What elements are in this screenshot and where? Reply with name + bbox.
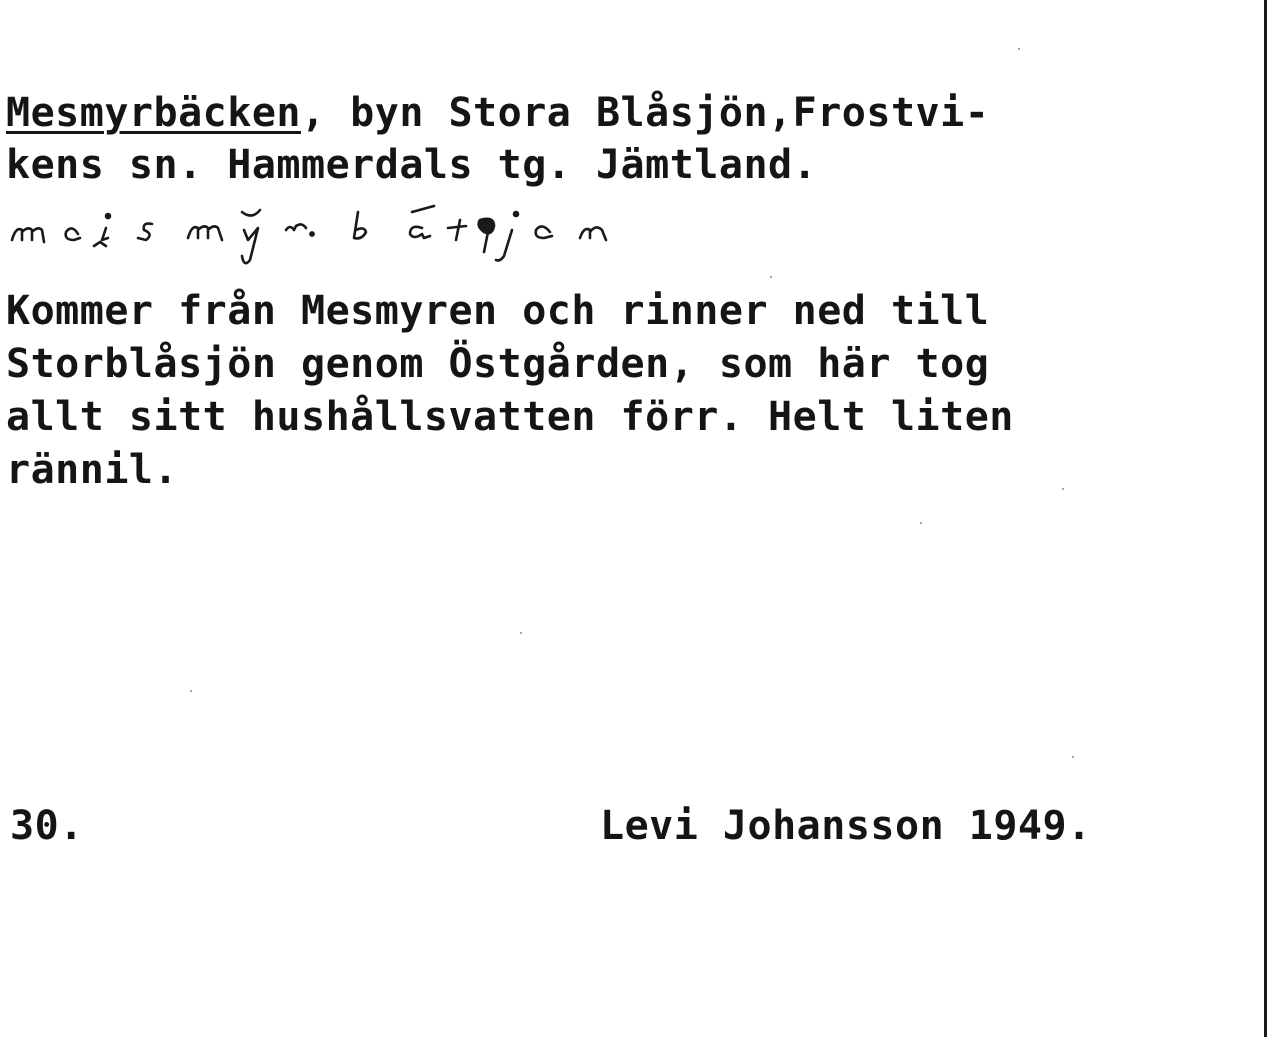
paper-speck xyxy=(1018,48,1020,50)
place-name: Mesmyrbäcken xyxy=(6,90,301,136)
heading-location-part1: , byn Stora Blåsjön,Frostvi- xyxy=(300,90,990,136)
heading-line-1 xyxy=(6,87,989,139)
phonetic-transcription-handwriting xyxy=(10,190,930,280)
heading-line-2: kens sn. Hammerdals tg. Jämtland. xyxy=(6,142,818,188)
paper-speck xyxy=(520,632,522,634)
body-line: Storblåsjön genom Östgården, som här tog xyxy=(6,341,990,387)
paper-speck xyxy=(1062,488,1064,490)
card-body-text xyxy=(6,285,1014,497)
paper-speck xyxy=(770,276,772,278)
paper-speck xyxy=(190,690,192,692)
card-right-border xyxy=(1264,0,1267,1037)
card-number: 30. xyxy=(10,803,84,849)
paper-speck xyxy=(1072,756,1074,758)
body-line: Kommer från Mesmyren och rinner ned till xyxy=(6,288,990,334)
body-line: rännil. xyxy=(6,447,179,493)
recorder-and-year: Levi Johansson 1949. xyxy=(600,803,1092,849)
body-line: allt sitt hushållsvatten förr. Helt liten xyxy=(6,394,1014,440)
paper-speck xyxy=(920,522,922,524)
